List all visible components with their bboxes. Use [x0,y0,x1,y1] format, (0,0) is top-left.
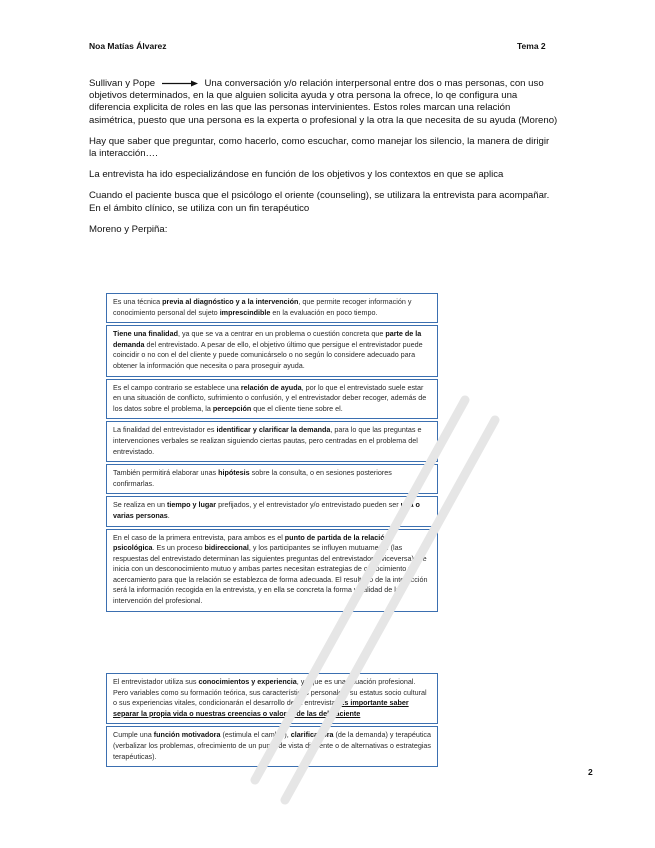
paragraph-4: Cuando el paciente busca que el psicólogo el oriente (counseling), se utilizara la entrevista para acompañar. En el ámbito clínico, se utiliza con un fin terapéutico [89,190,550,214]
definition-box [106,421,438,462]
box-text: Es el campo contrario se establece una [113,382,241,392]
box-bold: parte de la demanda [113,329,422,349]
box-text: (estimula el cambio), [220,730,291,740]
box-text: , que permite recoger información y conocimiento personal del sujeto [113,297,412,317]
definition-boxes-group-1 [106,293,438,614]
box-text: (de la demanda) y terapéutica (verbalizar los problemas, ofrecimiento de un punto de vista diferente o de alternativas o estrategias terapéuticas). [113,730,432,761]
box-text: del entrevistado. A pesar de ello, el objetivo último que persigue el entrevistador puede coincidir o no con el del cliente y puede comunicárselo o no según lo considere adecuado para obtener la información que necesita o para proseguir ayuda. [113,339,423,370]
box-bold: imprescindible [219,307,271,317]
box-bold: hipótesis [218,468,250,478]
box-text: Se realiza en un [113,500,167,510]
definition-box [106,379,438,420]
page-header-author: Noa Matías Álvarez [89,41,167,51]
box-bold: bidireccional [204,543,249,553]
box-bold: relación de ayuda [240,382,302,392]
definition-box [106,529,438,612]
page-number: 2 [588,767,593,777]
box-text: , y los participantes se influyen mutuamente (las respuestas del entrevistado determinan las siguientes preguntas del entrevistador y viceversa). Se inicia con un desconocimiento mutuo y ambas partes necesitan estrategias de conocimiento y acercamiento para que la relación se establezca de forma adecuada. El resultado de la interacción será la información recogida en la entrevista, y en ella se concreta la forma y calidad de la intervención del profesional. [113,543,428,606]
box-text: Es una técnica [113,297,163,306]
definition-box [106,673,438,724]
box-bold: conocimientos y experiencia [198,677,297,686]
definition-box [106,325,438,376]
definition-box [106,496,438,526]
box-text: El entrevistador utiliza sus [113,677,199,686]
box-bold: clarificadora [290,730,334,740]
box-bold: identificar y clarificar la demanda [216,425,331,435]
definition-boxes-group-2 [106,673,438,769]
box-bold: punto de partida de la relación psicológica [113,532,390,553]
box-bold: percepción [212,403,252,413]
box-bold: previa al diagnóstico y a la intervención [162,297,299,306]
definition-box [106,464,438,494]
box-bold: una o varias personas [113,500,420,520]
box-underlined: Es importante saber separar la propia vida o nuestras creencias o valores de las del paciente [113,698,409,718]
box-text: que el cliente tiene sobre el. [251,403,343,413]
box-text: en la evaluación en poco tiempo. [270,307,378,317]
page-header-topic: Tema 2 [517,41,546,51]
paragraph-1 [89,78,559,127]
box-text: La finalidad del entrevistador es [113,425,217,435]
paragraph-1-lead: Sullivan y Pope [89,78,156,89]
box-text: . Es un proceso [152,543,205,553]
box-text: También permitirá elaborar unas [113,468,219,478]
definition-box [106,726,438,767]
box-text: sobre la consulta, o en sesiones posteriores confirmarlas. [113,468,392,488]
definition-box [106,293,438,323]
box-bold: función motivadora [153,730,221,740]
paragraph-5: Moreno y Perpiña: [89,223,168,235]
body-text [89,78,559,245]
box-text: , por lo que el entrevistado suele estar en una situación de conflicto, sufrimiento o confusión, y el entrevistador deber recoger, además de los datos sobre el problema, la [113,382,427,413]
paragraph-1-rest: Una conversación y/o relación interpersonal entre dos o mas personas, con uso objetivos determinados, en la que alguien solicita ayuda y otra persona la ofrece, lo qe configura una diferencia explicita de roles en las que las personas intervinientes. Estos roles marcan una relación asimétrica, puesto que una persona es la experta o profesional y la otra la que necesita de su ayuda (Moreno) [89,78,558,126]
arrow-right-icon [162,80,198,87]
box-text: En el caso de la primera entrevista, para ambos es el [113,532,285,542]
paragraph-2: Hay que saber que preguntar, como hacerlo, como escuchar, como manejar los silencio, la manera de dirigir la interacción…. [89,135,550,160]
paragraph-3: La entrevista ha ido especializándose en función de los objetivos y los contextos en que se aplica [89,169,504,181]
box-text: , ya que es una situación profesional. Pero variables como su formación teórica, sus características personales, su estatus socio cultural o sus experiencias vitales, condicionarán el desarrollo de la entrevista. [113,677,427,708]
box-text: prefijados, y el entrevistador y/o entrevistado pueden ser [216,500,401,510]
box-bold: tiempo y lugar [166,500,217,510]
box-text: , para lo que las preguntas e intervenciones verbales se realizan siguiendo ciertas pautas, pero centradas en el problema del entrevistado. [113,425,422,456]
box-text: Cumple una [113,730,154,740]
box-text: . [167,510,170,520]
box-text: , ya que se va a centrar en un problema o cuestión concreta que [177,329,386,339]
box-bold: Tiene una finalidad [113,329,178,339]
